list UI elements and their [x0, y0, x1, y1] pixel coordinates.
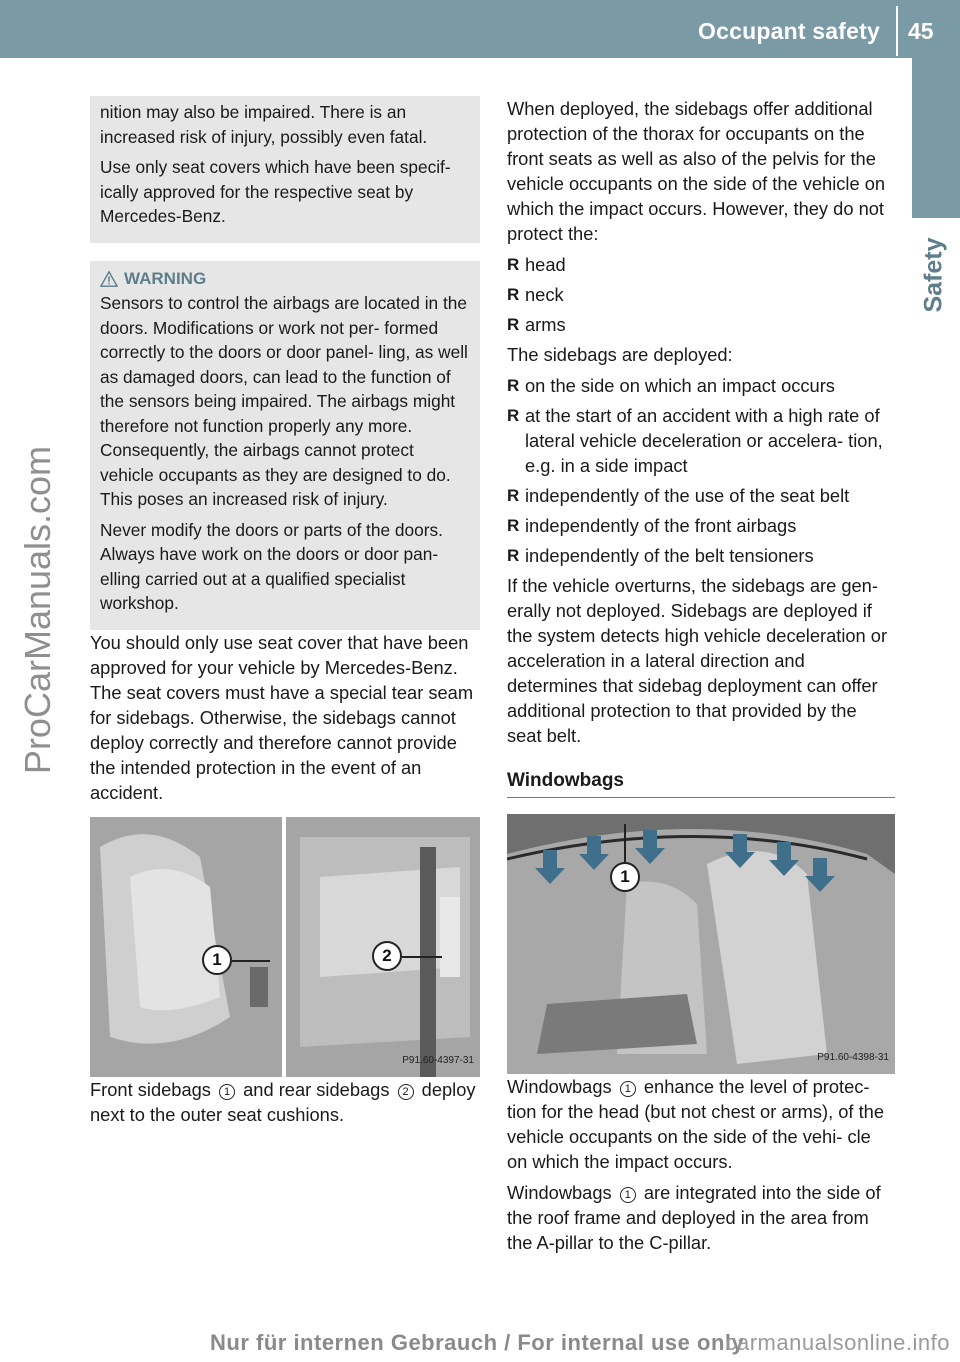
callout-leader	[624, 824, 626, 864]
seats-illustration	[90, 817, 480, 1077]
callout-2: 2	[372, 941, 402, 971]
list-item: R independently of the belt tensioners	[507, 543, 895, 568]
windowbags-figure	[507, 814, 895, 1074]
windowbags-paragraph: Windowbags 1 enhance the level of protec- tion for the head (but not chest or arms), of the vehicle occupants on the side of the vehi- cle on which the impact occurs.	[507, 1076, 884, 1172]
note-paragraph: Use only seat covers which have been specif- ically approved for the respective seat by Mercedes-Benz.	[100, 157, 451, 226]
figure-reference: P91.60-4398-31	[817, 1052, 889, 1063]
windowbags-paragraph: Windowbags 1 are integrated into the side of the roof frame and deployed in the area from the A-pillar to the C-pillar.	[507, 1182, 881, 1253]
list-item: R on the side on which an impact occurs	[507, 373, 895, 398]
callout-symbol: 1	[620, 1081, 636, 1097]
header-divider	[896, 6, 898, 56]
list-item: R independently of the use of the seat belt	[507, 483, 895, 508]
side-tab-label: Safety	[919, 237, 948, 313]
callout-1: 1	[202, 945, 232, 975]
site-watermark: carmanualsonline.info	[725, 1330, 950, 1355]
right-column	[507, 96, 895, 1261]
warning-title: WARNING	[100, 267, 470, 292]
callout-leader	[232, 960, 270, 962]
figure-reference: P91.60-4397-31	[402, 1054, 474, 1066]
list-item: R neck	[507, 282, 895, 307]
callout-symbol: 1	[620, 1187, 636, 1203]
list-item: R at the start of an accident with a high rate of lateral vehicle deceleration or accelera- tion, e.g. in a side impact	[507, 403, 895, 478]
left-column	[90, 96, 480, 1133]
sidebags-figure	[90, 817, 480, 1077]
not-protected-list	[507, 252, 895, 337]
callout-symbol: 1	[219, 1084, 235, 1100]
footer-watermark	[210, 1330, 950, 1358]
figure-caption: Front sidebags 1 and rear sidebags 2 deploy next to the outer seat cushions.	[90, 1078, 476, 1125]
deployed-list	[507, 373, 895, 568]
note-paragraph: nition may also be impaired. There is an increased risk of injury, possibly even fatal.	[100, 102, 428, 147]
callout-symbol: 2	[398, 1084, 414, 1100]
callout-1: 1	[610, 862, 640, 892]
warning-triangle-icon	[100, 270, 118, 288]
watermark-vertical: ProCarManuals.com	[17, 445, 58, 775]
warning-paragraph: Sensors to control the airbags are located in the doors. Modifications or work not per- formed correctly to the doors or door panel- ling, as well as damaged doors, can lead to the function of the sensors being impaired. The airbags might therefore not function properly any more. Consequently, the airbags cannot protect vehicle occupants as they are designed to do. This poses an increased risk of injury.	[100, 293, 468, 509]
windowbags-heading: Windowbags	[507, 768, 895, 798]
side-tab-block	[912, 58, 960, 218]
list-item: R arms	[507, 312, 895, 337]
deployed-intro: The sidebags are deployed:	[507, 344, 733, 365]
note-box	[90, 96, 480, 243]
list-item: R head	[507, 252, 895, 277]
windowbags-illustration	[507, 814, 895, 1074]
internal-use-watermark: Nur für internen Gebrauch / For internal use only	[210, 1330, 745, 1355]
body-paragraph: You should only use seat cover that have been approved for your vehicle by Mercedes-Benz. The seat covers must have a special tear seam for sidebags. Otherwise, the sidebags cannot deploy correctly and therefore cannot provide the intended protection in the event of an accident.	[90, 631, 474, 803]
warning-paragraph: Never modify the doors or parts of the doors. Always have work on the doors or door pan- elling carried out at a qualified specialist workshop.	[100, 519, 443, 613]
warning-box	[90, 261, 480, 630]
intro-paragraph: When deployed, the sidebags offer additional protection of the thorax for occupants on the front seats as well as also of the pelvis for the vehicle occupants on the side of the vehicle on which the impact occurs. However, they do not protect the:	[507, 98, 886, 244]
page-number: 45	[908, 18, 934, 44]
section-title-header: Occupant safety	[698, 18, 880, 44]
callout-leader	[402, 956, 442, 958]
overturn-paragraph: If the vehicle overturns, the sidebags are gen- erally not deployed. Sidebags are deployed if the system detects high vehicle deceleration or acceleration in a lateral direction and determines that sidebag deployment can offer additional protection to that provided by the seat belt.	[507, 575, 888, 746]
list-item: R independently of the front airbags	[507, 513, 895, 538]
